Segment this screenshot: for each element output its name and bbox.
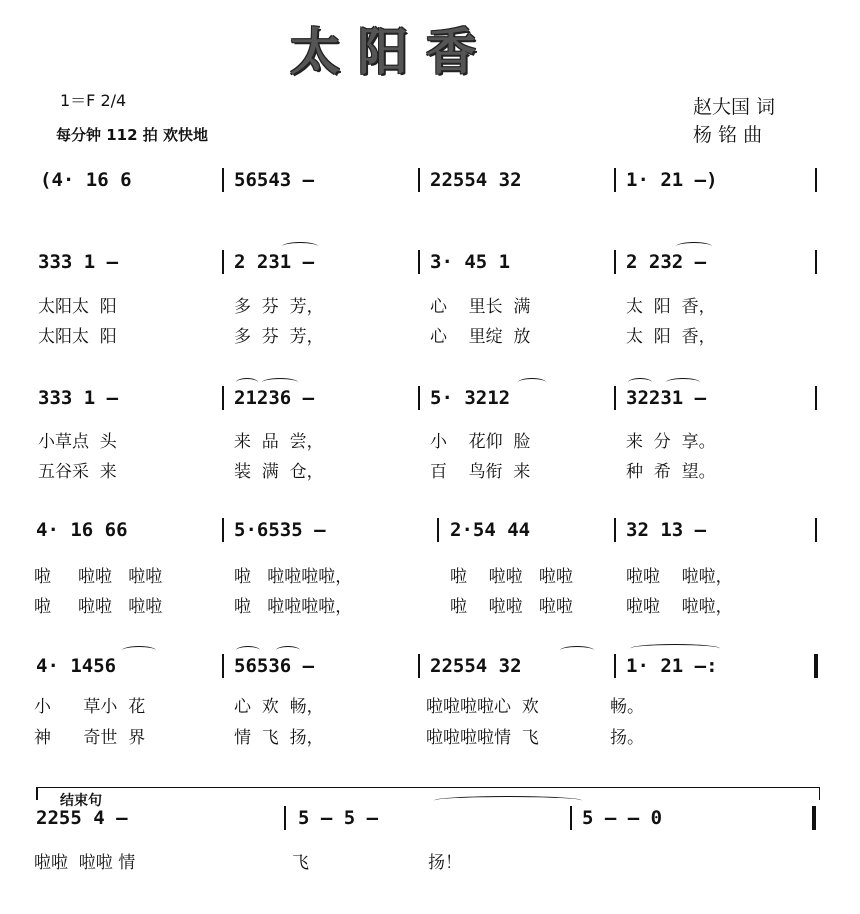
barline xyxy=(614,654,616,678)
lyric-verse-1: 多 芬 芳， xyxy=(234,297,324,317)
lyric-verse-2: 五谷采 来 xyxy=(38,462,117,482)
coda-bracket xyxy=(36,787,820,788)
tempo-marking: 每分钟 112 拍 欢快地 xyxy=(56,126,208,144)
measure: 4· 16 66 xyxy=(36,519,128,541)
barline xyxy=(418,386,420,410)
measure: 2·54 44 xyxy=(450,519,531,541)
barline xyxy=(815,250,817,274)
measure: 32231 — xyxy=(626,387,707,409)
measure: 5· 3212 xyxy=(430,387,511,409)
song-title: 太阳香 xyxy=(290,23,494,81)
lyric-verse-1: 小 草小 花 xyxy=(34,697,146,717)
tie xyxy=(434,796,582,805)
measure: 333 1 — xyxy=(38,387,119,409)
measure: 22554 32 xyxy=(430,169,522,191)
score-system-intro xyxy=(0,166,860,196)
lyric-verse-2: 太 阳 香， xyxy=(626,327,716,347)
measure: 32 13 — xyxy=(626,519,707,541)
lyric-verse-1: 啦 啦啦 啦啦 xyxy=(34,567,163,587)
lyric-verse-2: 装 满 仓， xyxy=(234,462,324,482)
lyric-coda: 扬！ xyxy=(428,853,462,873)
barline xyxy=(815,518,817,542)
measure: 5·6535 — xyxy=(234,519,326,541)
barline xyxy=(418,250,420,274)
barline xyxy=(815,386,817,410)
slur xyxy=(630,644,720,653)
lyric-verse-1: 来 分 享。 xyxy=(626,432,716,452)
lyricist-credit: 赵大国 词 xyxy=(693,96,776,118)
barline xyxy=(222,250,224,274)
lyric-verse-1: 太阳太 阳 xyxy=(38,297,117,317)
measure: 1· 21 —: xyxy=(626,655,718,677)
coda-label: 结束句 xyxy=(60,793,102,809)
slur xyxy=(276,646,300,655)
slur xyxy=(676,242,712,251)
lyric-verse-2: 扬。 xyxy=(610,728,644,748)
measure: 21236 — xyxy=(234,387,315,409)
lyric-verse-1: 小草点 头 xyxy=(38,432,117,452)
measure: 5 — — 0 xyxy=(582,807,663,829)
lyric-verse-2: 啦啦 啦啦， xyxy=(626,597,733,617)
lyric-verse-2: 种 希 望。 xyxy=(626,462,716,482)
measure: 5 — 5 — xyxy=(298,807,379,829)
score-system-1 xyxy=(0,248,860,278)
barline xyxy=(437,518,439,542)
lyric-verse-2: 百 鸟衔 来 xyxy=(430,462,531,482)
barline xyxy=(418,654,420,678)
barline xyxy=(614,386,616,410)
slur xyxy=(282,242,318,251)
lyric-verse-1: 畅。 xyxy=(610,697,644,717)
measure: 333 1 — xyxy=(38,251,119,273)
lyric-coda: 啦啦 啦啦 情 xyxy=(34,853,136,873)
measure: 2255 4 — xyxy=(36,807,128,829)
lyric-verse-1: 心 欢 畅， xyxy=(234,697,324,717)
lyric-verse-2: 啦 啦啦 啦啦 xyxy=(34,597,163,617)
barline xyxy=(284,806,286,830)
composer-credit: 杨 铭 曲 xyxy=(693,124,763,146)
barline xyxy=(418,168,420,192)
measure: (4· 16 6 xyxy=(40,169,132,191)
lyric-verse-1: 心 里长 满 xyxy=(430,297,531,317)
slur xyxy=(560,646,594,655)
lyric-verse-2: 心 里绽 放 xyxy=(430,327,531,347)
slur xyxy=(628,378,652,387)
measure: 2 231 — xyxy=(234,251,315,273)
lyric-verse-1: 啦 啦啦啦啦， xyxy=(234,567,353,587)
barline xyxy=(614,518,616,542)
slur xyxy=(666,378,700,387)
measure: 1· 21 —) xyxy=(626,169,718,191)
lyric-verse-2: 啦 啦啦 啦啦 xyxy=(450,597,573,617)
slur xyxy=(518,378,546,387)
score-system-4 xyxy=(0,652,860,682)
measure: 56536 — xyxy=(234,655,315,677)
barline xyxy=(222,654,224,678)
barline xyxy=(222,386,224,410)
lyric-verse-1: 太 阳 香， xyxy=(626,297,716,317)
final-barline xyxy=(812,806,816,830)
lyric-verse-2: 啦啦啦啦情 飞 xyxy=(426,728,539,748)
measure: 22554 32 xyxy=(430,655,522,677)
barline xyxy=(815,168,817,192)
slur xyxy=(262,378,298,387)
lyric-verse-1: 啦啦 啦啦， xyxy=(626,567,733,587)
lyric-verse-2: 啦 啦啦啦啦， xyxy=(234,597,353,617)
score-system-2 xyxy=(0,384,860,414)
lyric-verse-2: 太阳太 阳 xyxy=(38,327,117,347)
barline xyxy=(222,168,224,192)
measure: 3· 45 1 xyxy=(430,251,511,273)
repeat-end-barline xyxy=(814,654,818,678)
measure: 4· 1456 xyxy=(36,655,117,677)
slur xyxy=(236,646,260,655)
measure: 2 232 — xyxy=(626,251,707,273)
lyric-verse-1: 啦啦啦啦心 欢 xyxy=(426,697,539,717)
barline xyxy=(570,806,572,830)
score-system-coda xyxy=(0,804,860,834)
lyric-verse-2: 情 飞 扬， xyxy=(234,728,324,748)
slur xyxy=(122,646,156,655)
key-signature: 1＝F 2/4 xyxy=(60,91,127,110)
lyric-verse-2: 多 芬 芳， xyxy=(234,327,324,347)
barline xyxy=(614,250,616,274)
lyric-coda: 飞 xyxy=(292,853,309,873)
measure: 56543 — xyxy=(234,169,315,191)
barline xyxy=(614,168,616,192)
lyric-verse-1: 小 花仰 脸 xyxy=(430,432,531,452)
lyric-verse-1: 啦 啦啦 啦啦 xyxy=(450,567,573,587)
lyric-verse-1: 来 品 尝， xyxy=(234,432,324,452)
score-system-3 xyxy=(0,516,860,546)
slur xyxy=(236,378,258,387)
barline xyxy=(222,518,224,542)
lyric-verse-2: 神 奇世 界 xyxy=(34,728,146,748)
